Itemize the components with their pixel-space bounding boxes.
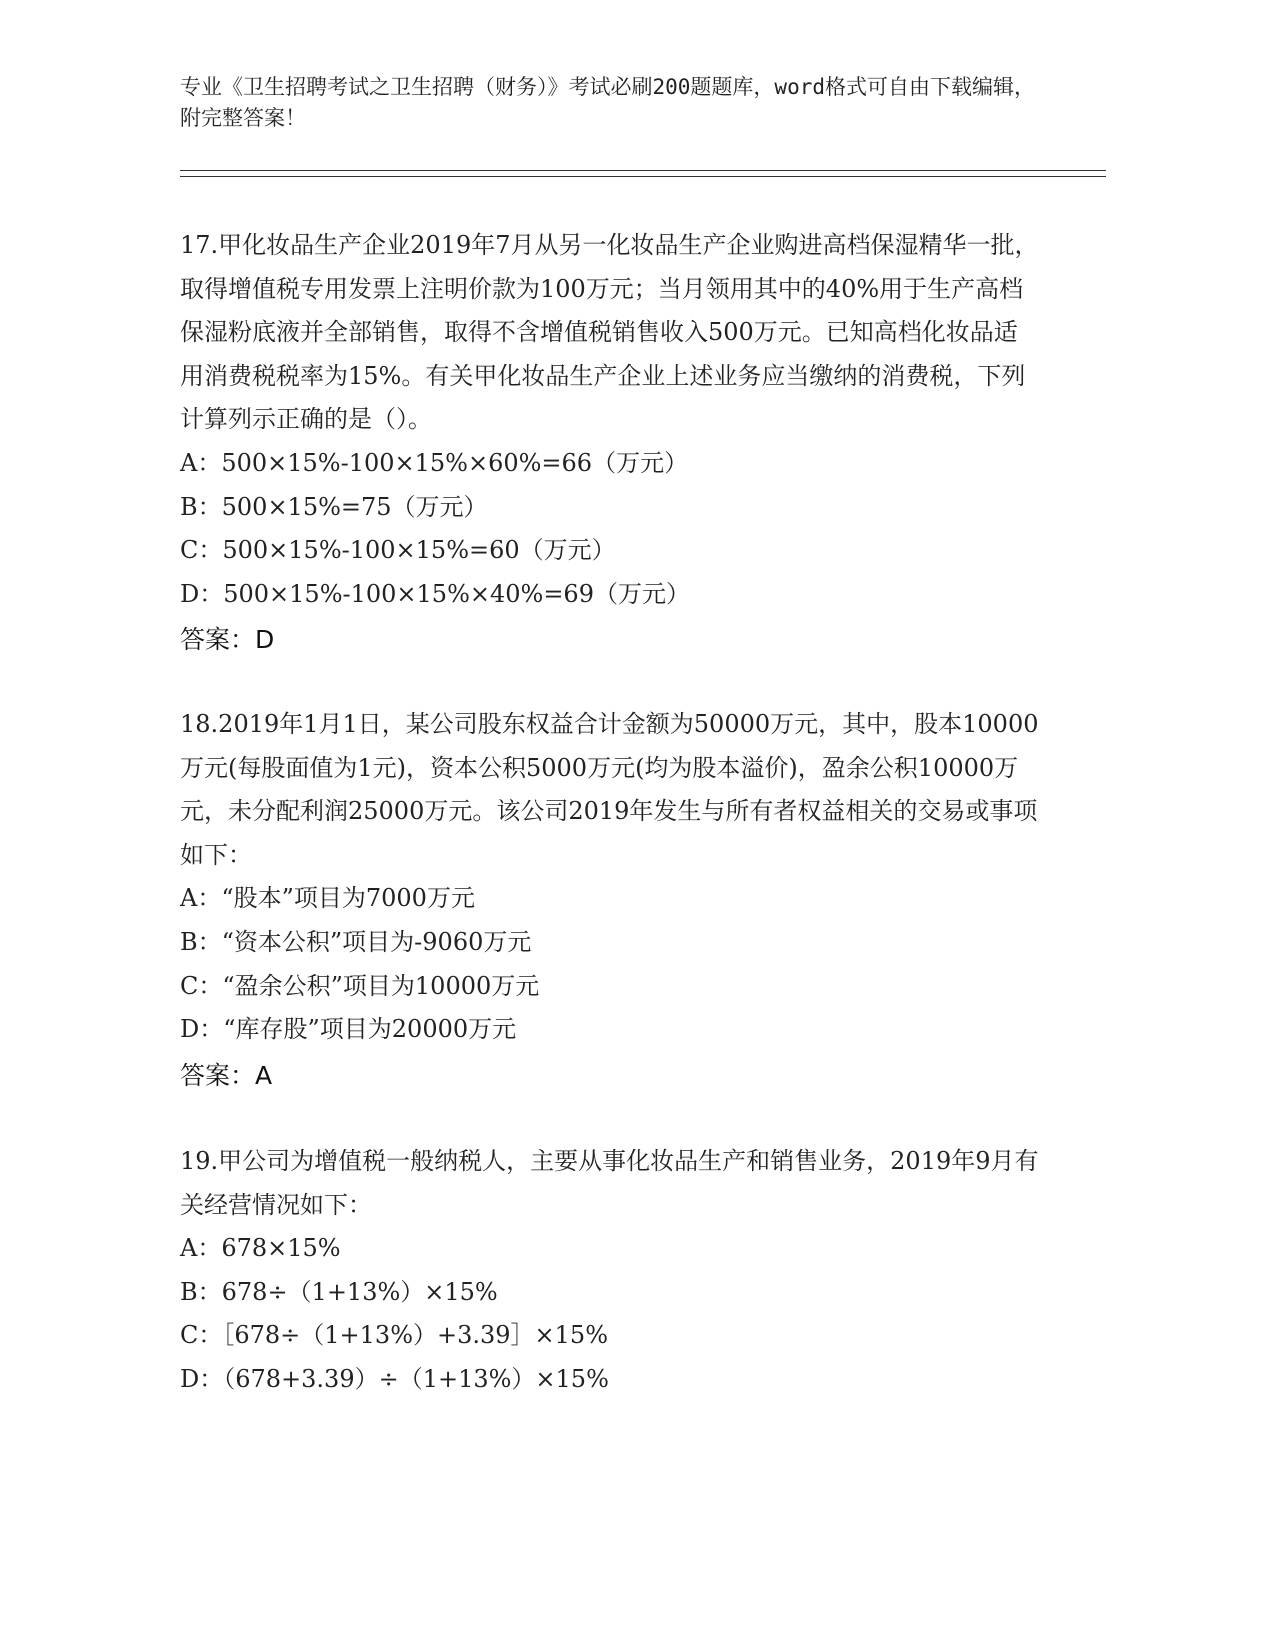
option-a: A：678×15% — [180, 1234, 341, 1263]
option-b: B：“资本公积”项目为-9060万元 — [180, 927, 532, 956]
header-divider-top — [180, 170, 1106, 171]
option-a: A：500×15%-100×15%×60%=66（万元） — [180, 448, 689, 477]
option-d: D：500×15%-100×15%×40%=69（万元） — [180, 579, 690, 608]
option-a: A：“股本”项目为7000万元 — [180, 884, 475, 913]
document-header — [180, 72, 1040, 134]
answer-label: 答案：D — [180, 625, 275, 655]
option-c: C：［678÷（1+13%）+3.39］×15% — [180, 1321, 609, 1350]
question-stem: 17.甲化妆品生产企业2019年7月从另一化妆品生产企业购进高档保湿精华一批，取得增值税专用发票上注明价款为100万元；当月领用其中的40%用于生产高档保湿粉底液并全部销售，取得不含增值税销售收入500万元。已知高档化妆品适用消费税税率为15%。有关甲化妆品生产企业上述业务应当缴纳的消费税，下列计算列示正确的是（）。 — [180, 231, 1039, 434]
question-17 — [180, 224, 1040, 662]
option-d: D：（678+3.39）÷（1+13%）×15% — [180, 1364, 609, 1393]
option-c: C：“盈余公积”项目为10000万元 — [180, 971, 540, 1000]
question-stem: 18.2019年1月1日，某公司股东权益合计金额为50000万元，其中，股本10000万元(每股面值为1元)，资本公积5000万元(均为股本溢价)，盈余公积10000万元，未分配利润25000万元。该公司2019年发生与所有者权益相关的交易或事项如下： — [180, 710, 1039, 869]
question-19 — [180, 1140, 1040, 1402]
header-text: 专业《卫生招聘考试之卫生招聘（财务）》考试必刷200题题库，word格式可自由下载编辑，附完整答案！ — [180, 75, 1035, 130]
option-b: B：500×15%=75（万元） — [180, 492, 488, 521]
option-b: B：678÷（1+13%）×15% — [180, 1277, 498, 1306]
question-18 — [180, 703, 1040, 1097]
header-divider-bottom — [180, 176, 1106, 177]
answer-label: 答案：A — [180, 1060, 273, 1090]
option-d: D：“库存股”项目为20000万元 — [180, 1015, 517, 1044]
option-c: C：500×15%-100×15%=60（万元） — [180, 536, 616, 565]
question-stem: 19.甲公司为增值税一般纳税人，主要从事化妆品生产和销售业务，2019年9月有关经营情况如下： — [180, 1147, 1039, 1219]
